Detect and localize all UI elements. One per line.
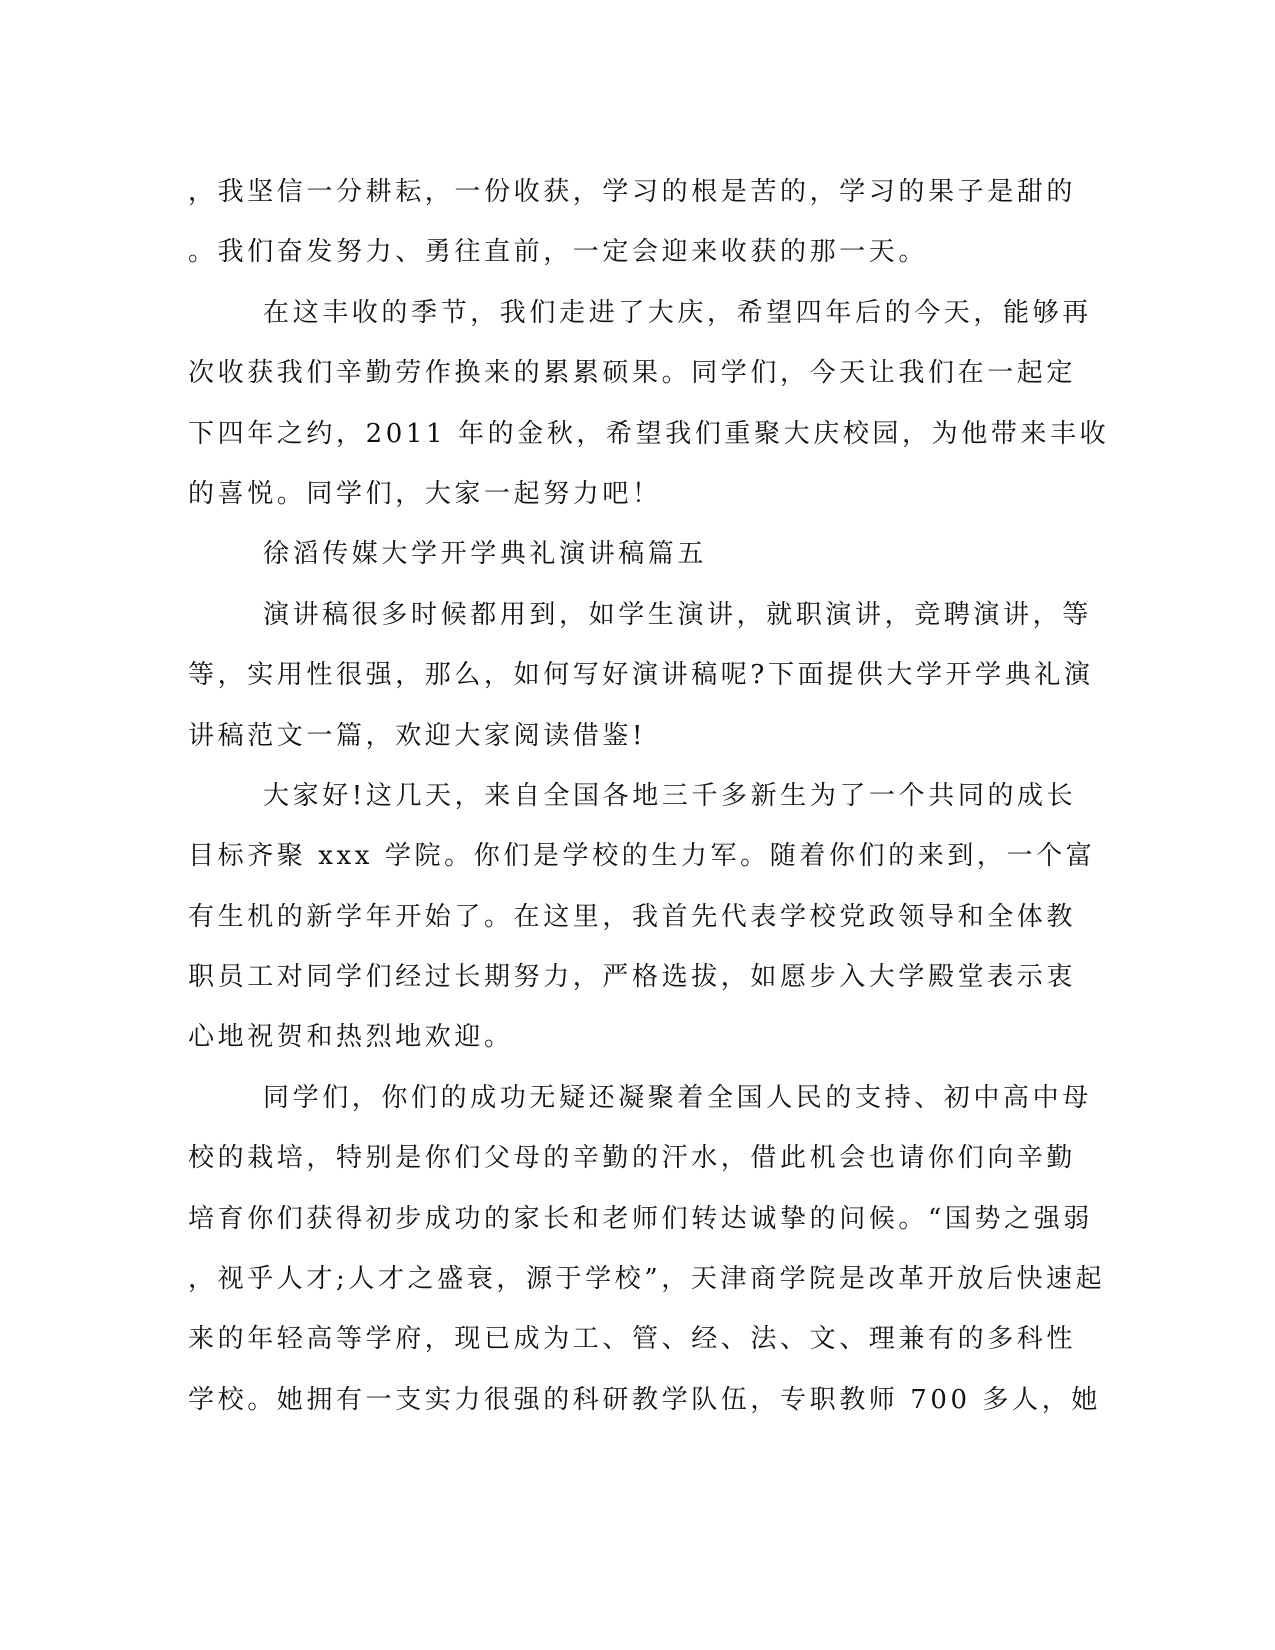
text-line: 培育你们获得初步成功的家长和老师们转达诚挚的问候。“国势之强弱: [188, 1203, 1093, 1234]
section-heading: 徐滔传媒大学开学典礼演讲稿篇五: [263, 539, 708, 570]
paragraph-first-line: 演讲稿很多时候都用到，如学生演讲，就职演讲，竞聘演讲，等: [263, 599, 1092, 630]
text-line: 来的年轻高等学府，现已成为工、管、经、法、文、理兼有的多科性: [188, 1324, 1077, 1355]
text-line: 。我们奋发努力、勇往直前，一定会迎来收获的那一天。: [188, 237, 929, 268]
text-line: 职员工对同学们经过长期努力，严格选拔，如愿步入大学殿堂表示衷: [188, 962, 1077, 993]
paragraph-first-line: 大家好!这几天，来自全国各地三千多新生为了一个共同的成长: [263, 780, 1077, 811]
text-line: 次收获我们辛勤劳作换来的累累硕果。同学们，今天让我们在一起定: [188, 358, 1077, 389]
text-line: 校的栽培，特别是你们父母的辛勤的汗水，借此机会也请你们向辛勤: [188, 1143, 1077, 1174]
paragraph-first-line: 在这丰收的季节，我们走进了大庆，希望四年后的今天，能够再: [263, 297, 1092, 328]
text-line: 学校。她拥有一支实力很强的科研教学队伍，专职教师 700 多人，她: [188, 1384, 1101, 1415]
text-line: 下四年之约，2011 年的金秋，希望我们重聚大庆校园，为他带来丰收: [188, 418, 1110, 449]
text-line: 有生机的新学年开始了。在这里，我首先代表学校党政领导和全体教: [188, 901, 1077, 932]
text-line: 的喜悦。同学们，大家一起努力吧！: [188, 478, 662, 509]
text-line: 讲稿范文一篇，欢迎大家阅读借鉴!: [188, 720, 647, 751]
text-line: 心地祝贺和热烈地欢迎。: [188, 1022, 514, 1053]
paragraph-first-line: 同学们，你们的成功无疑还凝聚着全国人民的支持、初中高中母: [263, 1082, 1092, 1113]
text-line: ，视乎人才;人才之盛衰，源于学校”，天津商学院是改革开放后快速起: [188, 1264, 1106, 1295]
text-line: 目标齐聚 xxx 学院。你们是学校的生力军。随着你们的来到，一个富: [188, 841, 1096, 872]
document-body: [188, 162, 1110, 1430]
text-line: ，我坚信一分耕耘，一份收获，学习的根是苦的，学习的果子是甜的: [188, 177, 1077, 207]
text-line: 等，实用性很强，那么，如何写好演讲稿呢?下面提供大学开学典礼演: [188, 660, 1094, 691]
